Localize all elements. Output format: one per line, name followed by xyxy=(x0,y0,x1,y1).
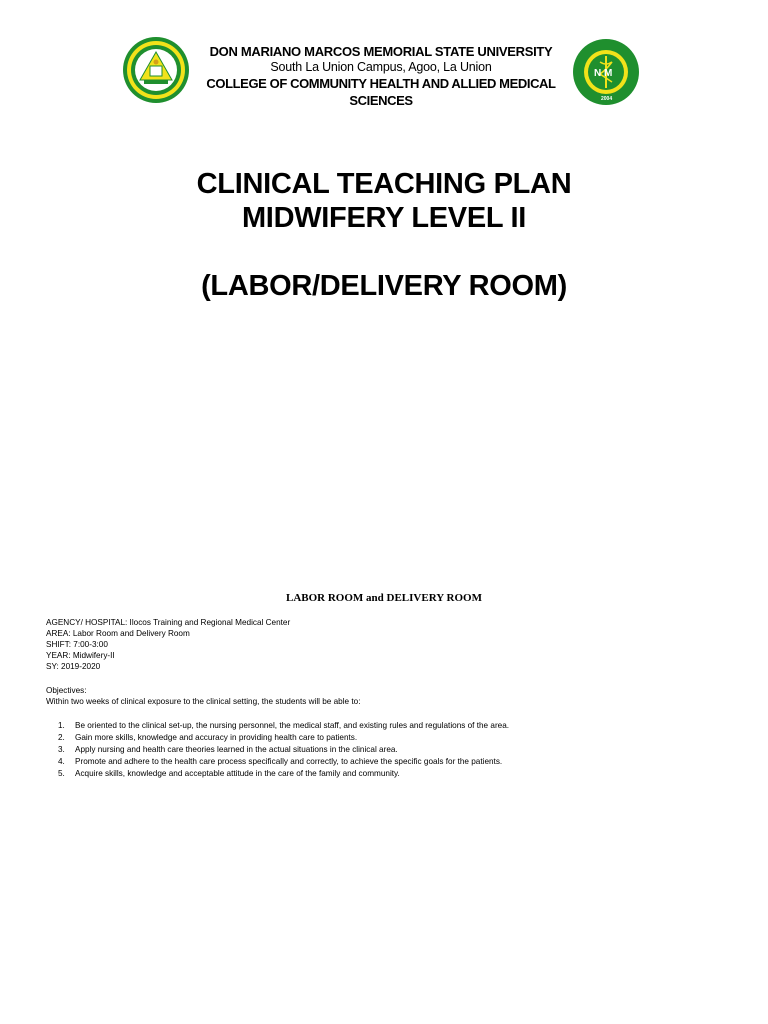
list-text: Be oriented to the clinical set-up, the nursing personnel, the medical staff, and existing rules and regulations of the area. xyxy=(75,721,510,730)
agency-line: AGENCY/ HOSPITAL: Ilocos Training and Regional Medical Center xyxy=(46,618,291,627)
title-line-2: MIDWIFERY LEVEL II xyxy=(241,202,527,234)
objectives-intro: Within two weeks of clinical exposure to the clinical setting, the students will be able to: xyxy=(46,697,361,706)
campus-name: South La Union Campus, Agoo, La Union xyxy=(270,60,492,74)
objectives-block xyxy=(46,685,360,707)
list-text: Gain more skills, knowledge and accuracy in providing health care to patients. xyxy=(75,733,358,742)
area-line: AREA: Labor Room and Delivery Room xyxy=(46,629,190,638)
seal-letters: N M xyxy=(594,68,613,79)
list-number: 2. xyxy=(58,733,65,742)
objectives-list xyxy=(58,720,509,780)
university-name: DON MARIANO MARCOS MEMORIAL STATE UNIVERSITY xyxy=(209,44,553,59)
list-number: 3. xyxy=(58,745,65,754)
list-number: 5. xyxy=(58,769,65,778)
list-item xyxy=(58,744,509,756)
college-seal-icon xyxy=(572,38,640,106)
list-text: Acquire skills, knowledge and acceptable attitude in the care of the family and community. xyxy=(75,769,400,778)
university-seal-icon xyxy=(122,36,190,104)
list-item xyxy=(58,720,509,732)
shift-line: SHIFT: 7:00-3:00 xyxy=(46,640,108,649)
college-name: COLLEGE OF COMMUNITY HEALTH AND ALLIED MEDICAL SCIENCES xyxy=(206,76,556,108)
seal-year: 2004 xyxy=(601,96,613,102)
list-item xyxy=(58,768,509,780)
title-line-3: (LABOR/DELIVERY ROOM) xyxy=(201,270,567,302)
list-item xyxy=(58,732,509,744)
sy-line: SY: 2019-2020 xyxy=(46,662,101,671)
letterhead xyxy=(190,44,572,109)
list-text: Apply nursing and health care theories learned in the actual situations in the clinical area. xyxy=(75,745,398,754)
list-text: Promote and adhere to the health care process specifically and correctly, to achieve the specific goals for the patients. xyxy=(75,757,503,766)
list-item xyxy=(58,756,509,768)
info-block xyxy=(46,617,290,672)
list-number: 4. xyxy=(58,757,65,766)
section-heading: LABOR ROOM and DELIVERY ROOM xyxy=(285,592,482,604)
objectives-label: Objectives: xyxy=(46,686,87,695)
title-line-1: CLINICAL TEACHING PLAN xyxy=(196,168,572,200)
list-number: 1. xyxy=(58,721,65,730)
year-line: YEAR: Midwifery-II xyxy=(46,651,115,660)
